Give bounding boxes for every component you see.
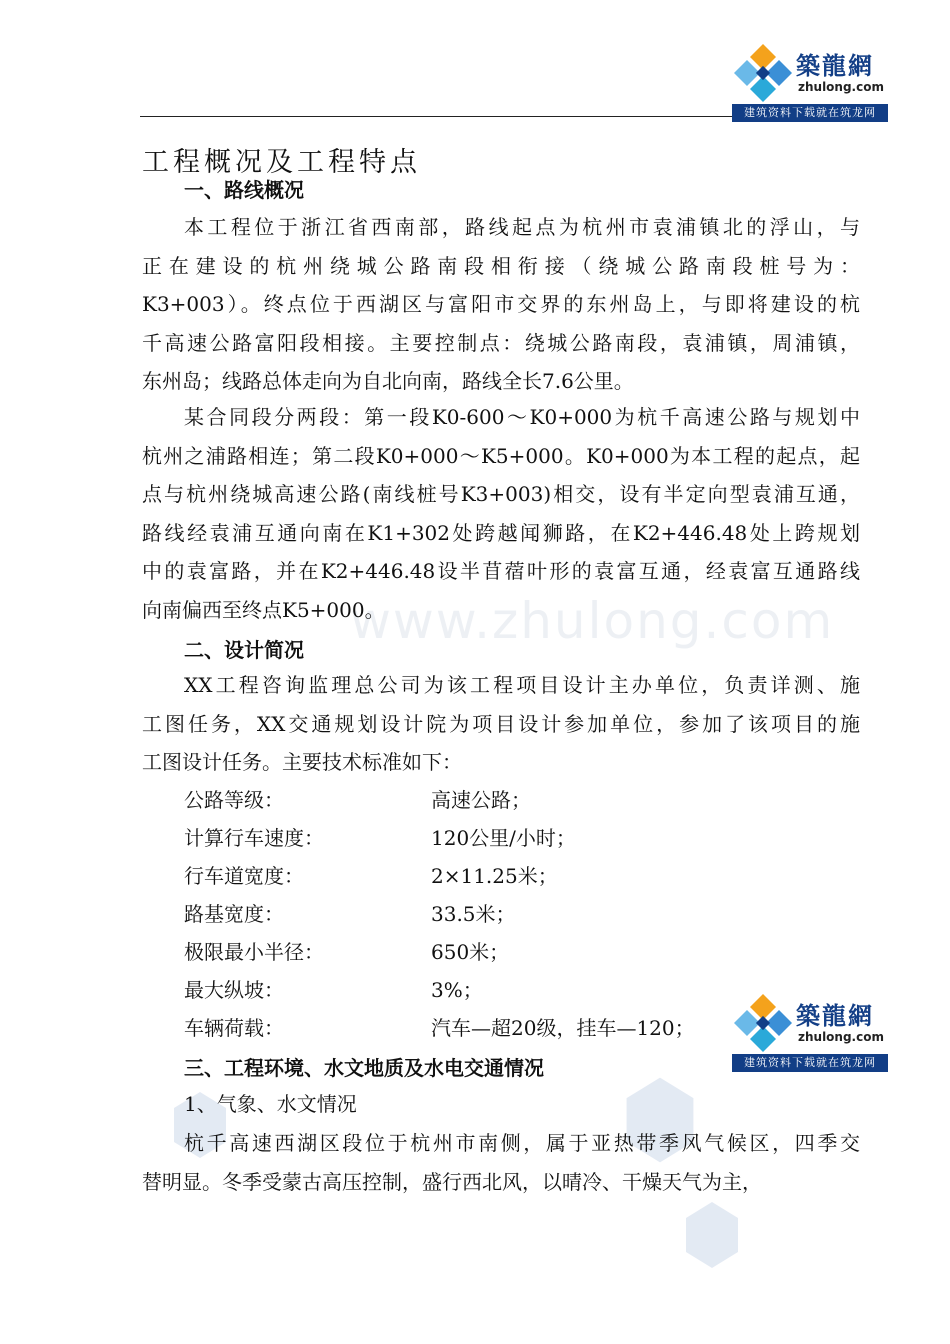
paragraph bbox=[142, 1124, 860, 1201]
paragraph bbox=[142, 398, 860, 629]
logo-slogan: 建筑资料下载就在筑龙网 bbox=[732, 104, 888, 122]
zhulong-logo bbox=[732, 986, 888, 1072]
logo-brand: 築龍網 bbox=[796, 52, 874, 80]
text-line: 正在建设的杭州绕城公路南段相衔接（绕城公路南段桩号为： bbox=[142, 253, 860, 278]
watermark-text: www.zhulong.com bbox=[350, 592, 835, 650]
text-line: 本工程位于浙江省西南部，路线起点为杭州市袁浦镇北的浮山，与 bbox=[184, 215, 860, 239]
text-line: 杭千高速西湖区段位于杭州市南侧，属于亚热带季风气候区，四季交 bbox=[184, 1131, 860, 1155]
section-heading: 一、路线概况 bbox=[184, 178, 304, 202]
text-line: XX工程咨询监理总公司为该工程项目设计主办单位，负责详测、施 bbox=[184, 673, 860, 697]
text-line: 千高速公路富阳段相接。主要控制点：绕城公路南段，袁浦镇，周浦镇， bbox=[142, 330, 860, 355]
spec-value: 120公里/小时； bbox=[431, 826, 576, 850]
text-line: 某合同段分两段：第一段K0-600～K0+000为杭千高速公路与规划中 bbox=[184, 405, 860, 429]
logo-slogan: 建筑资料下载就在筑龙网 bbox=[732, 1054, 888, 1072]
text-line: 工图任务，XX交通规划设计院为项目设计参加单位，参加了该项目的施 bbox=[142, 711, 860, 736]
spec-label: 计算行车速度： bbox=[184, 826, 324, 850]
zhulong-mark-icon bbox=[732, 42, 794, 104]
text-line: 工图设计任务。主要技术标准如下： bbox=[142, 750, 462, 774]
text-line: K3+003）。终点位于西湖区与富阳市交界的东州岛上，与即将建设的杭 bbox=[142, 292, 860, 316]
spec-value: 3%； bbox=[431, 978, 483, 1002]
document-title: 工程概况及工程特点 bbox=[142, 147, 421, 178]
logo-site: zhulong.com bbox=[798, 80, 884, 94]
text-line: 向南偏西至终点K5+000。 bbox=[142, 597, 385, 622]
section-heading: 二、设计简况 bbox=[184, 638, 304, 662]
header-rule bbox=[140, 116, 732, 117]
spec-value: 33.5米； bbox=[431, 902, 516, 926]
logo-brand: 築龍網 bbox=[796, 1002, 874, 1030]
spec-value: 650米； bbox=[431, 940, 510, 964]
text-line: 东州岛；线路总体走向为自北向南，路线全长7.6公里。 bbox=[142, 369, 634, 393]
zhulong-logo bbox=[732, 36, 888, 122]
text-line: 中的袁富路，并在K2+446.48设半苜蓿叶形的袁富互通，经袁富互通路线 bbox=[142, 559, 860, 583]
text-line: 路线经袁浦互通向南在K1+302处跨越闻狮路，在K2+446.48处上跨规划 bbox=[142, 520, 860, 545]
logo-site: zhulong.com bbox=[798, 1030, 884, 1044]
text-line: 杭州之浦路相连；第二段K0+000～K5+000。K0+000为本工程的起点，起 bbox=[142, 443, 860, 468]
text-line: 点与杭州绕城高速公路(南线桩号K3+003)相交，设有半定向型袁浦互通， bbox=[142, 482, 860, 506]
spec-label: 最大纵坡： bbox=[184, 978, 284, 1002]
spec-value: 汽车—超20级，挂车—120； bbox=[431, 1016, 695, 1040]
snowflake-watermark-icon bbox=[682, 1200, 742, 1270]
subsection-heading: 1、气象、水文情况 bbox=[184, 1092, 357, 1116]
text-line: 替明显。冬季受蒙古高压控制，盛行西北风，以晴冷、干燥天气为主， bbox=[142, 1169, 762, 1194]
spec-label: 公路等级： bbox=[184, 788, 284, 812]
paragraph bbox=[142, 208, 860, 401]
zhulong-mark-icon bbox=[732, 992, 794, 1054]
spec-label: 路基宽度： bbox=[184, 902, 284, 926]
spec-label: 行车道宽度： bbox=[184, 864, 304, 888]
spec-label: 极限最小半径： bbox=[184, 940, 324, 964]
paragraph bbox=[142, 666, 860, 782]
spec-label: 车辆荷载： bbox=[184, 1016, 284, 1040]
spec-value: 2×11.25米； bbox=[431, 864, 558, 888]
spec-value: 高速公路； bbox=[431, 788, 531, 812]
section-heading: 三、工程环境、水文地质及水电交通情况 bbox=[184, 1056, 544, 1080]
